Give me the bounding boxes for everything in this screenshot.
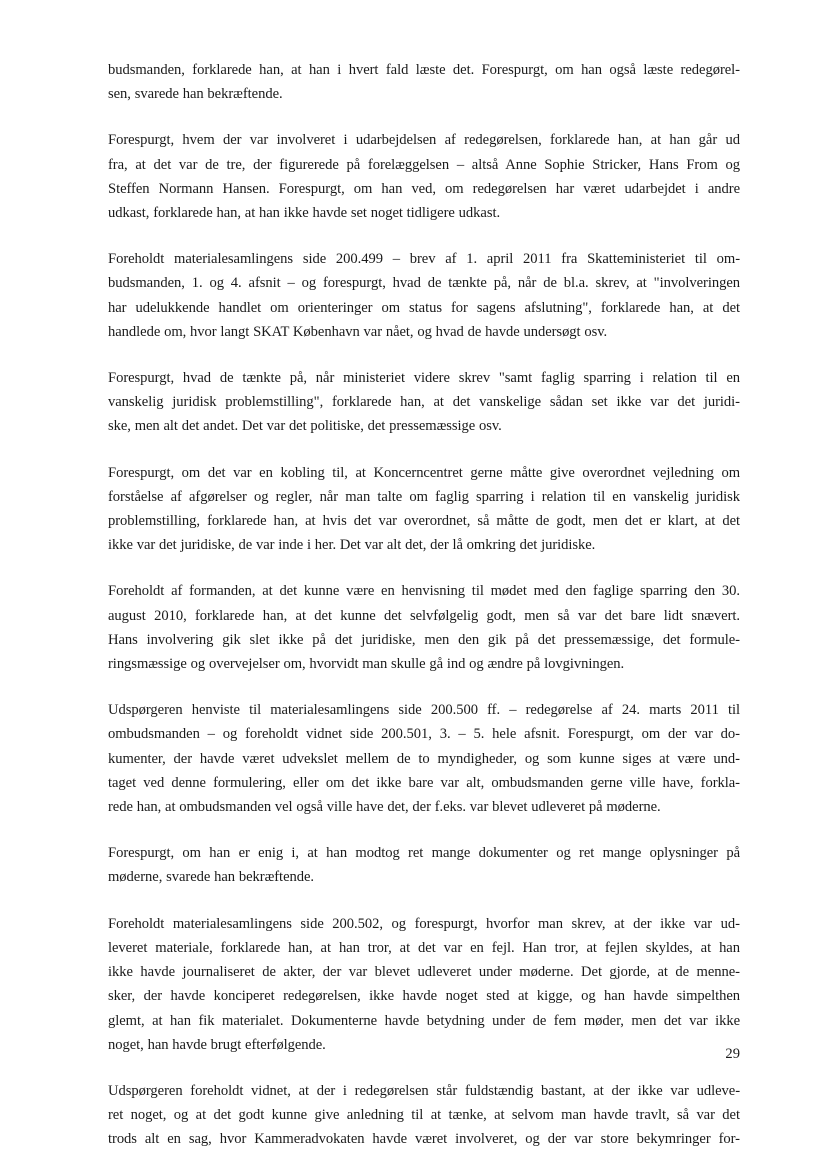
text-line: budsmanden, 1. og 4. afsnit – og forespurgt, hvad de tænkte på, når de bl.a. skrev, at "involveringen: [108, 275, 740, 292]
text-line: fra, at det var de tre, der figurerede på forelæggelsen – altså Anne Sophie Stricker, Hans From og: [108, 156, 740, 173]
paragraph: [108, 461, 740, 558]
text-line: Forespurgt, hvad de tænkte på, når ministeriet videre skrev "samt faglig sparring i relation til en: [108, 370, 740, 387]
text-line: Forespurgt, om det var en kobling til, at Koncerncentret gerne måtte give overordnet vejledning om: [108, 464, 740, 481]
text-line: taget ved denne formulering, eller om det ikke bare var alt, ombudsmanden gerne ville have, forkla-: [108, 774, 740, 791]
text-line: Foreholdt materialesamlingens side 200.502, og forespurgt, hvorfor man skrev, at der ikke var ud-: [108, 915, 740, 932]
text-line: Foreholdt af formanden, at det kunne være en henvisning til mødet med den faglige sparring den 30.: [108, 583, 740, 600]
text-line: trods alt en sag, hvor Kammeradvokaten havde været involveret, og der var store bekymringer for-: [108, 1131, 740, 1148]
text-line: glemt, at han fik materialet. Dokumenterne havde betydning under de fem møder, men det var ikke: [108, 1012, 740, 1029]
paragraph: [108, 247, 740, 344]
text-line: leveret materiale, forklarede han, at han tror, at det var en fejl. Han tror, at fejlen skyldes, at han: [108, 939, 740, 956]
text-line: ikke havde journaliseret de akter, der var blevet udleveret under møderne. Det gjorde, at de menne-: [108, 964, 740, 981]
text-line: forståelse af afgørelser og regler, når man talte om faglig sparring i relation til en vanskelig juridisk: [108, 488, 740, 505]
text-line: Hans involvering gik slet ikke på det juridiske, men den gik på det pressemæssige, det formule-: [108, 631, 740, 648]
text-line: noget, han havde brugt efterfølgende.: [108, 1036, 326, 1053]
text-line: Forespurgt, hvem der var involveret i udarbejdelsen af redegørelsen, forklarede han, at han går ud: [108, 132, 740, 149]
paragraph: [108, 128, 740, 225]
paragraph: [108, 579, 740, 676]
text-line: kumenter, der havde været udvekslet mellem de to myndigheder, og som kunne siges at være und-: [108, 750, 740, 767]
paragraph: [108, 58, 740, 106]
text-line: Foreholdt materialesamlingens side 200.499 – brev af 1. april 2011 fra Skatteministeriet til om-: [108, 251, 740, 268]
text-line: rede han, at ombudsmanden vel også ville have det, der f.eks. var blevet udleveret på møderne.: [108, 799, 661, 816]
text-line: har udelukkende handlet om orienteringer om status for sagens afslutning", forklarede han, at det: [108, 299, 740, 316]
text-line: ringsmæssige og overvejelser om, hvorvidt man skulle gå ind og ændre på lovgivningen.: [108, 656, 625, 673]
text-line: ikke var det juridiske, de var inde i her. Det var alt det, der lå omkring det juridiske.: [108, 537, 596, 554]
paragraph: [108, 841, 740, 889]
paragraph: [108, 698, 740, 819]
text-line: handlede om, hvor langt SKAT København var nået, og hvad de havde undersøgt osv.: [108, 323, 608, 340]
text-line: vanskelig juridisk problemstilling", forklarede han, at det vanskelige sådan set ikke var det juridi-: [108, 394, 740, 411]
text-line: møderne, svarede han bekræftende.: [108, 869, 315, 886]
text-line: Forespurgt, om han er enig i, at han modtog ret mange dokumenter og ret mange oplysninger på: [108, 845, 740, 862]
text-line: ret noget, og at det godt kunne give anledning til at tænke, at selvom man havde travlt, så var det: [108, 1107, 740, 1124]
text-line: sen, svarede han bekræftende.: [108, 86, 283, 103]
text-line: ombudsmanden – og foreholdt vidnet side 200.501, 3. – 5. hele afsnit. Forespurgt, om der var do-: [108, 726, 740, 743]
paragraph: [108, 366, 740, 439]
paragraph: [108, 1079, 740, 1152]
text-line: Udspørgeren foreholdt vidnet, at der i redegørelsen står fuldstændig bastant, at der ikke var udleve-: [108, 1082, 740, 1099]
text-line: udkast, forklarede han, at han ikke havde set noget tidligere udkast.: [108, 205, 501, 222]
paragraph: [108, 912, 740, 1057]
text-line: sker, der havde konciperet redegørelsen, ikke havde noget sted at kigge, og han havde simpelthen: [108, 988, 740, 1005]
document-body: [108, 58, 740, 1174]
text-line: Udspørgeren henviste til materialesamlingens side 200.500 ff. – redegørelse af 24. marts 2011 til: [108, 702, 740, 719]
text-line: budsmanden, forklarede han, at han i hvert fald læste det. Forespurgt, om han også læste redegørel-: [108, 62, 740, 78]
text-line: august 2010, forklarede han, at det kunne det selvfølgelig godt, men så var det bare lidt snævert.: [108, 607, 740, 624]
text-line: ske, men alt det andet. Det var det politiske, det pressemæssige osv.: [108, 418, 502, 435]
page-number: 29: [725, 1046, 740, 1062]
text-line: problemstilling, forklarede han, at hvis det var overordnet, så måtte de godt, men det er klart, at det: [108, 513, 740, 530]
text-line: Steffen Normann Hansen. Forespurgt, om han ved, om redegørelsen har været udarbejdet i andre: [108, 180, 740, 197]
